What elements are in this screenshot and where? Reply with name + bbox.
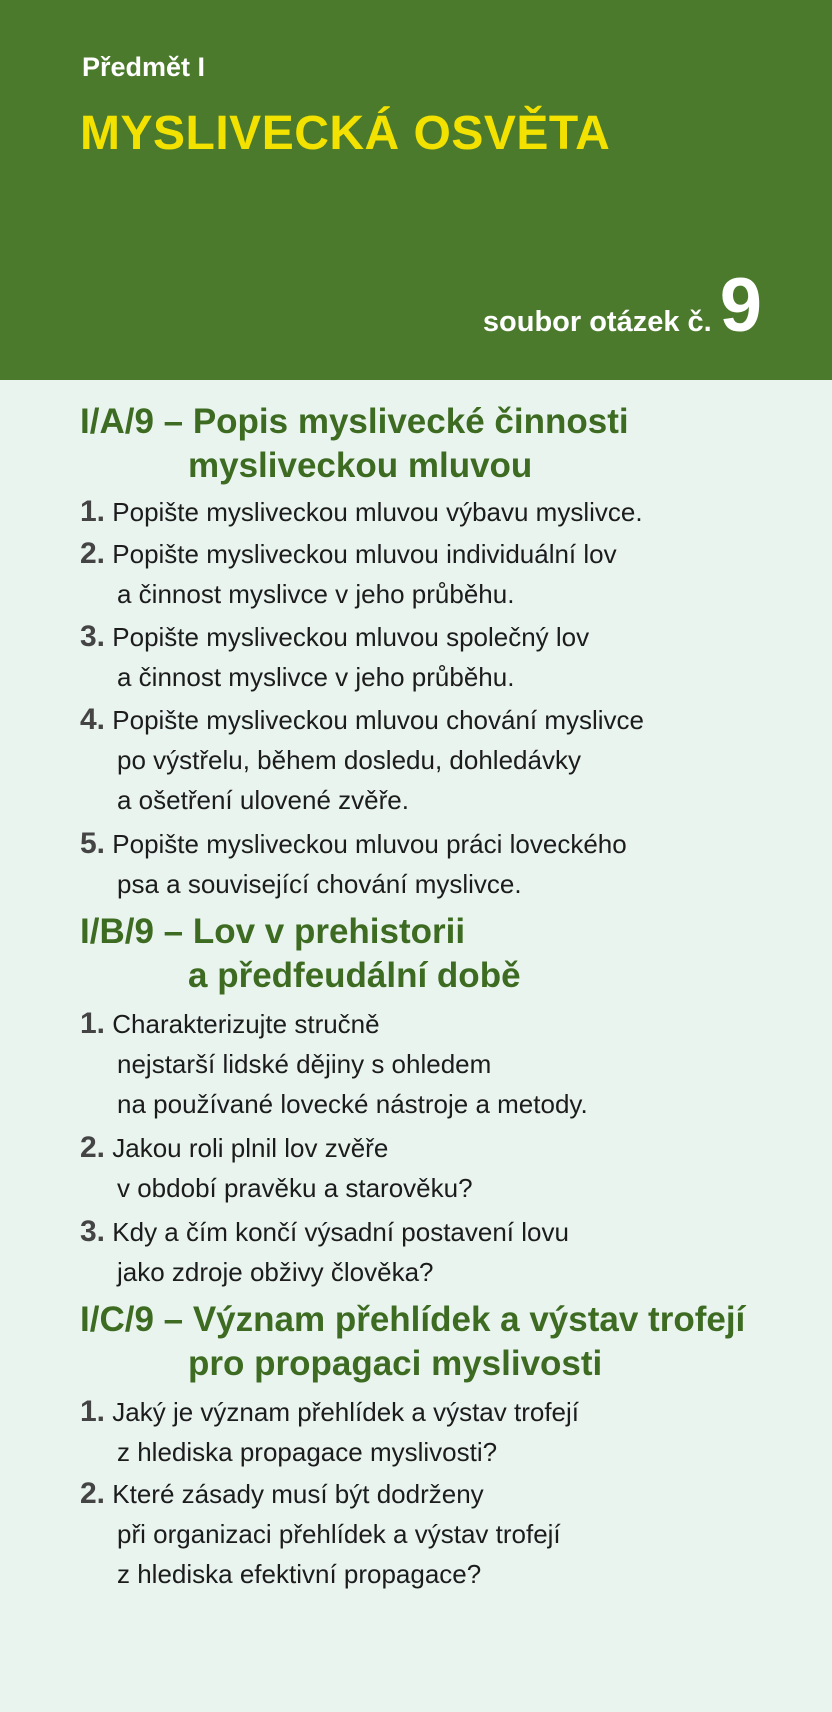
question-text: z hlediska propagace myslivosti?	[117, 1437, 498, 1467]
question-item	[80, 1212, 569, 1292]
section-heading	[80, 1298, 745, 1386]
question-number: 3.	[80, 620, 106, 653]
question-number: 2.	[80, 1131, 106, 1164]
question-number: 1.	[80, 1007, 106, 1040]
question-number: 1.	[80, 1395, 106, 1428]
question-item	[80, 534, 617, 614]
question-item	[80, 1474, 561, 1594]
question-text: nejstarší lidské dějiny s ohledem	[117, 1049, 492, 1079]
section-heading-line: pro propagaci myslivosti	[188, 1344, 603, 1383]
question-number: 4.	[80, 703, 106, 736]
section-heading-line: I/A/9 – Popis myslivecké činnosti	[80, 402, 629, 441]
question-text: Popište mysliveckou mluvou práci loveckého	[112, 829, 627, 859]
question-text: Popište mysliveckou mluvou společný lov	[112, 622, 590, 652]
question-text: na používané lovecké nástroje a metody.	[117, 1089, 588, 1119]
question-text: psa a související chování myslivce.	[117, 869, 522, 899]
question-text: Charakterizujte stručně	[112, 1009, 380, 1039]
question-number: 3.	[80, 1215, 106, 1248]
question-number: 2.	[80, 537, 106, 570]
question-set-label: soubor otázek č.	[482, 306, 712, 338]
question-text: Jaký je význam přehlídek a výstav trofejí	[112, 1397, 580, 1427]
question-text: a ošetření ulovené zvěře.	[117, 785, 409, 815]
question-text: v období pravěku a starověku?	[117, 1173, 473, 1203]
question-number: 1.	[80, 495, 106, 528]
question-text: Popište mysliveckou mluvou individuální lov	[112, 539, 617, 569]
page-title: MYSLIVECKÁ OSVĚTA	[80, 107, 611, 160]
header-band	[0, 0, 832, 380]
question-item	[80, 824, 627, 904]
question-text: při organizaci přehlídek a výstav trofejí	[117, 1519, 561, 1549]
question-item	[80, 1128, 473, 1208]
section-heading	[80, 400, 629, 488]
question-item	[80, 1004, 588, 1124]
question-text: Jakou roli plnil lov zvěře	[112, 1133, 389, 1163]
question-text: Kdy a čím končí výsadní postavení lovu	[112, 1217, 569, 1247]
question-text: Které zásady musí být dodrženy	[112, 1479, 484, 1509]
question-item	[80, 617, 589, 697]
question-text: Popište mysliveckou mluvou chování myslivce	[112, 705, 645, 735]
question-item	[80, 1392, 579, 1472]
question-text: po výstřelu, během dosledu, dohledávky	[117, 745, 581, 775]
section-heading	[80, 910, 521, 998]
question-text: a činnost myslivce v jeho průběhu.	[117, 662, 515, 692]
question-set	[482, 263, 762, 348]
section-heading-line: a předfeudální době	[188, 956, 521, 995]
section-heading-line: I/C/9 – Význam přehlídek a výstav trofejí	[80, 1300, 746, 1339]
section-heading-line: mysliveckou mluvou	[188, 446, 533, 485]
subject-label: Předmět I	[82, 52, 206, 82]
question-item	[80, 700, 644, 820]
question-number: 5.	[80, 827, 106, 860]
question-text: z hlediska efektivní propagace?	[117, 1559, 482, 1589]
question-set-number: 9	[719, 263, 762, 348]
question-text: jako zdroje obživy člověka?	[117, 1257, 434, 1287]
question-text: a činnost myslivce v jeho průběhu.	[117, 579, 515, 609]
section-heading-line: I/B/9 – Lov v prehistorii	[80, 912, 466, 951]
question-item	[80, 492, 643, 532]
question-number: 2.	[80, 1477, 106, 1510]
question-text: Popište mysliveckou mluvou výbavu myslivce.	[112, 497, 643, 527]
